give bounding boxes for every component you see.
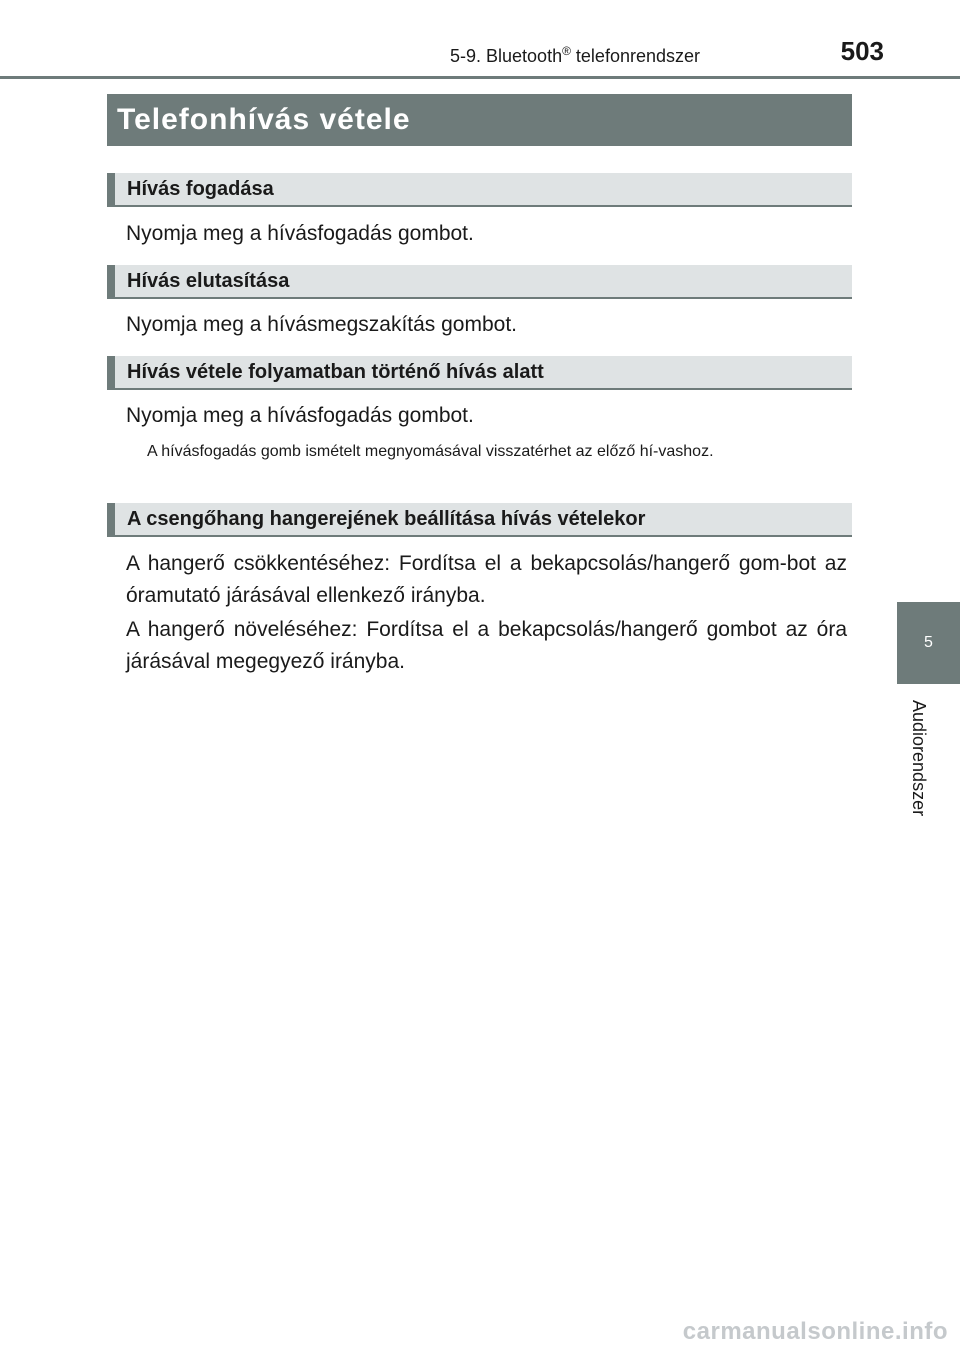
subheading-call-reject [107,265,852,299]
chapter-number: 5 [924,634,933,651]
section-suffix: telefonrendszer [570,46,700,66]
subheading-ringtone-volume [107,503,852,537]
page-title-banner [107,94,852,146]
subheading-call-answer [107,173,852,207]
header-title [450,44,700,67]
body-text: Nyomja meg a hívásfogadás gombot. [126,222,474,245]
watermark: carmanualsonline.info [682,1318,948,1345]
subheading-label: Hívás fogadása [127,177,274,200]
section-prefix: 5-9. Bluetooth [450,46,563,66]
body-text: Nyomja meg a hívásfogadás gombot. [126,404,474,427]
page-title: Telefonhívás vétele [117,103,411,136]
subheading-call-waiting [107,356,852,390]
subheading-label: Hívás vétele folyamatban történő hívás alatt [127,360,544,383]
subheading-label: A csengőhang hangerejének beállítása hívás vételekor [127,507,646,530]
registered-mark: ® [562,44,571,58]
chapter-label: Audiorendszer [909,700,929,817]
note-text: A hívásfogadás gomb ismételt megnyomásával visszatérhet az előző hí-vashoz. [147,443,714,460]
paragraph-volume-down: A hangerő csökkentéséhez: Fordítsa el a bekapcsolás/hangerő gom-bot az óramutató járásával ellenkező irányba. [126,552,847,607]
paragraph-volume-up: A hangerő növeléséhez: Fordítsa el a bekapcsolás/hangerő gombot az óra járásával megegyező irányba. [126,618,847,673]
chapter-tab [897,602,960,684]
subheading-label: Hívás elutasítása [127,269,290,292]
header-rule [0,76,960,79]
page-number: 503 [840,36,884,66]
body-text: Nyomja meg a hívásmegszakítás gombot. [126,313,518,336]
